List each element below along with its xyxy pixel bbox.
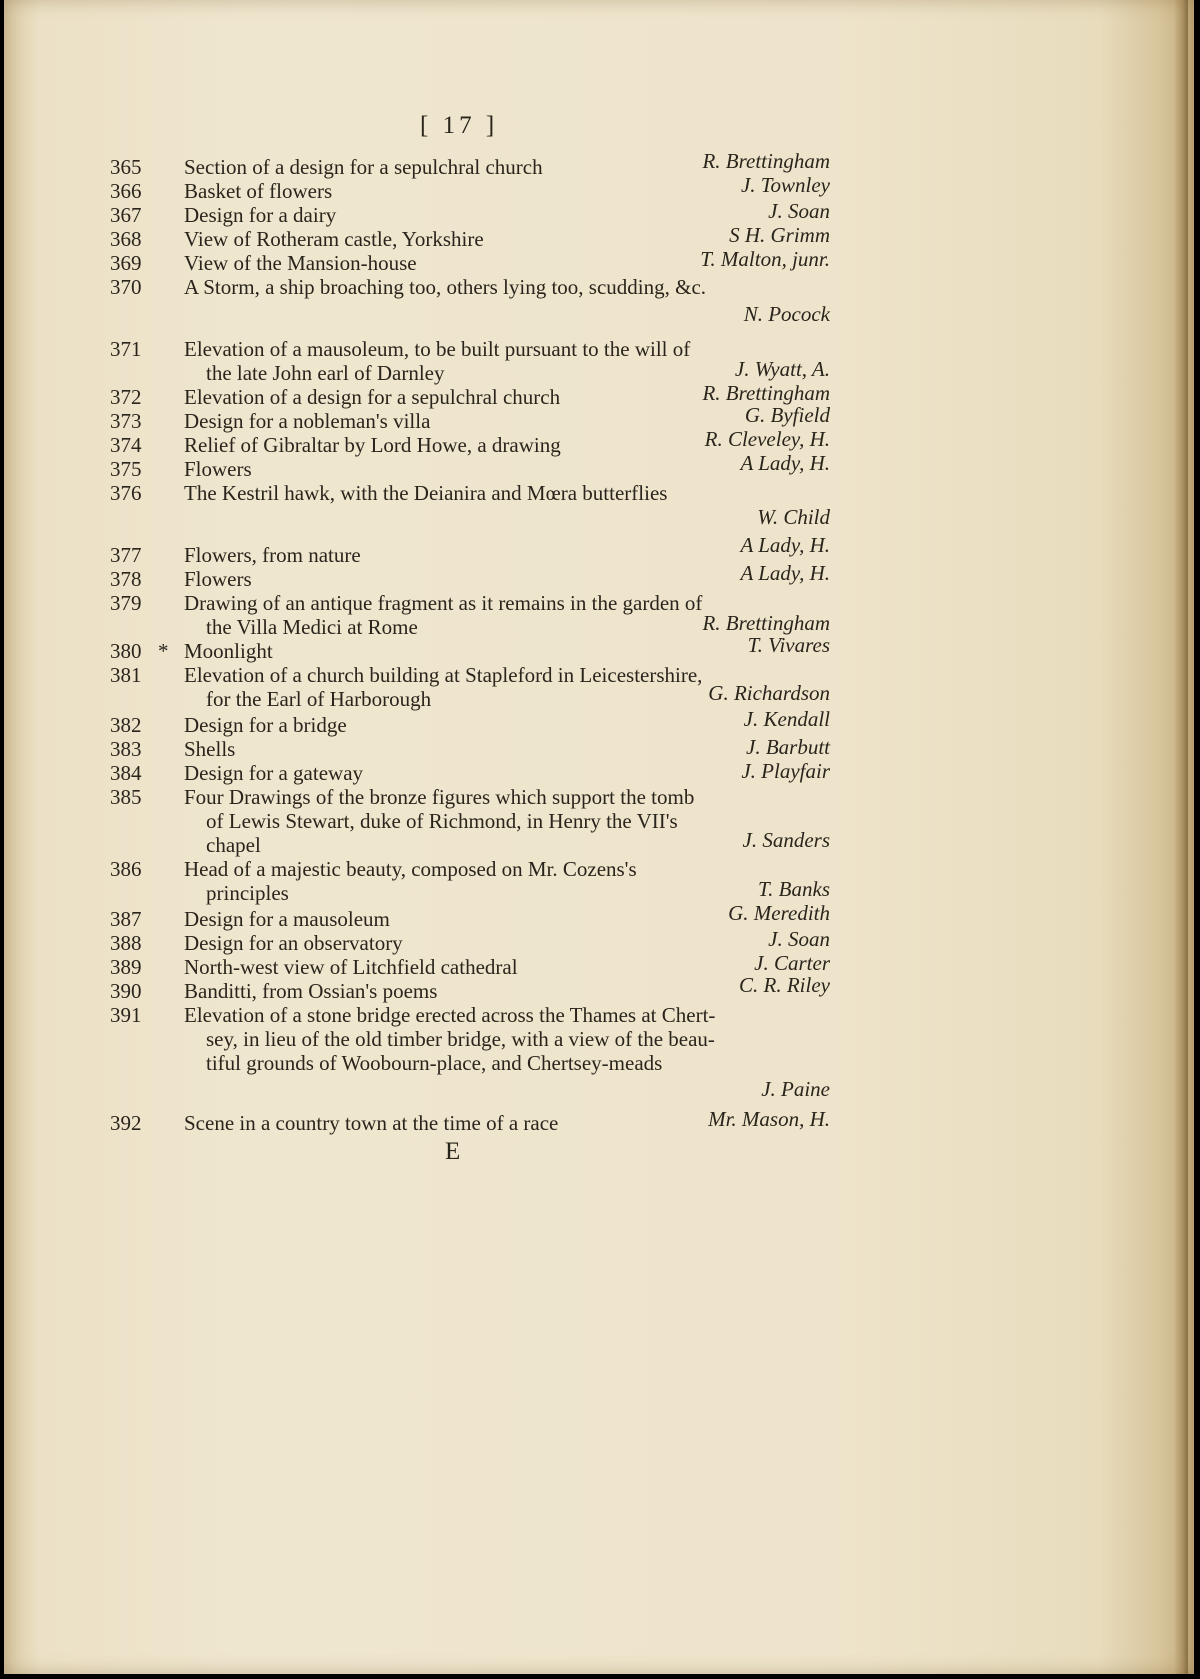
entry-number: 390: [110, 979, 142, 1003]
entry-artist: T. Banks: [758, 877, 830, 901]
entry-number: 368: [110, 227, 142, 251]
entry-title: A Storm, a ship broaching too, others lying too, scudding, &c.: [184, 275, 707, 299]
entry-number: 392: [110, 1111, 142, 1135]
entry-title: Design for a dairy: [184, 203, 337, 227]
entry-number: 380: [110, 639, 142, 663]
entry-artist: R. Brettingham: [702, 611, 830, 635]
page-header: [ 17 ]: [420, 112, 499, 139]
entry-number: 375: [110, 457, 142, 481]
entry-number: 389: [110, 955, 142, 979]
entry-artist: C. R. Riley: [739, 973, 830, 997]
entry-title: Basket of flowers: [184, 179, 333, 203]
entry-title-line: of Lewis Stewart, duke of Richmond, in Henry the VII's: [206, 809, 678, 833]
entry-artist: J. Wyatt, A.: [734, 357, 830, 381]
entry-artist: A Lady, H.: [740, 533, 830, 557]
entry-title-line: tiful grounds of Woobourn-place, and Chertsey-meads: [206, 1051, 663, 1075]
entry-artist: N. Pocock: [743, 302, 830, 326]
entry-number: 383: [110, 737, 142, 761]
entry-number: 367: [110, 203, 142, 227]
entry-title: Flowers, from nature: [184, 543, 361, 567]
entry-title: Section of a design for a sepulchral church: [184, 155, 543, 179]
entry-title-line: Elevation of a stone bridge erected across the Thames at Chert-: [184, 1003, 716, 1027]
entry-title: Design for a bridge: [184, 713, 347, 737]
entry-title: Elevation of a design for a sepulchral church: [184, 385, 561, 409]
entry-artist: T. Malton, junr.: [700, 247, 830, 271]
entry-number: 382: [110, 713, 142, 737]
entry-title-line: sey, in lieu of the old timber bridge, with a view of the beau-: [206, 1027, 715, 1051]
entry-number: 372: [110, 385, 142, 409]
entry-artist: J. Soan: [768, 199, 830, 223]
entry-artist: J. Carter: [754, 951, 830, 975]
entry-title-line: for the Earl of Harborough: [206, 687, 432, 711]
entry-title-line: principles: [206, 881, 289, 905]
entry-artist: J. Townley: [740, 173, 830, 197]
entry-artist: R. Cleveley, H.: [704, 427, 830, 451]
entry-title: Design for a mausoleum: [184, 907, 390, 931]
entry-number: 385: [110, 785, 142, 809]
entry-artist: R. Brettingham: [702, 381, 830, 405]
asterisk-mark: *: [158, 639, 169, 663]
entry-number: 371: [110, 337, 142, 361]
entry-number: 387: [110, 907, 142, 931]
entry-title: Design for a nobleman's villa: [184, 409, 431, 433]
entry-artist: A Lady, H.: [740, 451, 830, 475]
entry-number: 384: [110, 761, 142, 785]
entry-title: Shells: [184, 737, 236, 761]
entry-number: 374: [110, 433, 142, 457]
entry-artist: J. Soan: [768, 927, 830, 951]
entry-artist: Mr. Mason, H.: [708, 1107, 830, 1131]
entry-title-line: chapel: [206, 833, 261, 857]
entry-title: Banditti, from Ossian's poems: [184, 979, 438, 1003]
entry-title: View of Rotheram castle, Yorkshire: [184, 227, 484, 251]
entry-title-line: the late John earl of Darnley: [206, 361, 445, 385]
entry-artist: J. Playfair: [741, 759, 830, 783]
entry-artist: J. Sanders: [742, 828, 830, 852]
entry-artist: R. Brettingham: [702, 149, 830, 173]
entry-title-line: Elevation of a mausoleum, to be built pursuant to the will of: [184, 337, 691, 361]
entry-number: 388: [110, 931, 142, 955]
entry-artist: S H. Grimm: [729, 223, 830, 247]
entry-number: 379: [110, 591, 142, 615]
entry-number: 381: [110, 663, 142, 687]
entry-title-line: Elevation of a church building at Stapleford in Leicestershire,: [184, 663, 703, 687]
entry-title: The Kestril hawk, with the Deianira and Mœra butterflies: [184, 481, 668, 505]
entry-title: Flowers: [184, 457, 252, 481]
entry-title-line: Drawing of an antique fragment as it remains in the garden of: [184, 591, 703, 615]
entry-title-line: Four Drawings of the bronze figures which support the tomb: [184, 785, 695, 809]
entry-artist: J. Kendall: [743, 707, 830, 731]
entry-title: Relief of Gibraltar by Lord Howe, a drawing: [184, 433, 561, 457]
entry-artist: G. Byfield: [744, 403, 830, 427]
entry-title: Flowers: [184, 567, 252, 591]
entry-number: 369: [110, 251, 142, 275]
entry-title: North-west view of Litchfield cathedral: [184, 955, 518, 979]
entry-number: 365: [110, 155, 142, 179]
entry-title: Scene in a country town at the time of a race: [184, 1111, 559, 1135]
entry-number: 378: [110, 567, 142, 591]
entry-number: 377: [110, 543, 142, 567]
entry-artist: J. Paine: [761, 1077, 830, 1101]
entry-artist: G. Richardson: [708, 681, 830, 705]
entry-artist: T. Vivares: [747, 633, 830, 657]
entry-title: Moonlight: [184, 639, 273, 663]
entry-number: 373: [110, 409, 142, 433]
entry-title-line: Head of a majestic beauty, composed on Mr. Cozens's: [184, 857, 637, 881]
entry-number: 391: [110, 1003, 142, 1027]
entry-title-line: the Villa Medici at Rome: [206, 615, 418, 639]
entry-number: 376: [110, 481, 142, 505]
entry-artist: A Lady, H.: [740, 561, 830, 585]
entry-number: 386: [110, 857, 142, 881]
entry-title: Design for a gateway: [184, 761, 364, 785]
entry-artist: W. Child: [757, 505, 830, 529]
entry-title: View of the Mansion-house: [184, 251, 417, 275]
entry-artist: J. Barbutt: [746, 735, 830, 759]
entry-title: Design for an observatory: [184, 931, 403, 955]
entry-number: 370: [110, 275, 142, 299]
signature-mark: E: [445, 1138, 461, 1165]
entry-number: 366: [110, 179, 142, 203]
entry-artist: G. Meredith: [728, 901, 830, 925]
